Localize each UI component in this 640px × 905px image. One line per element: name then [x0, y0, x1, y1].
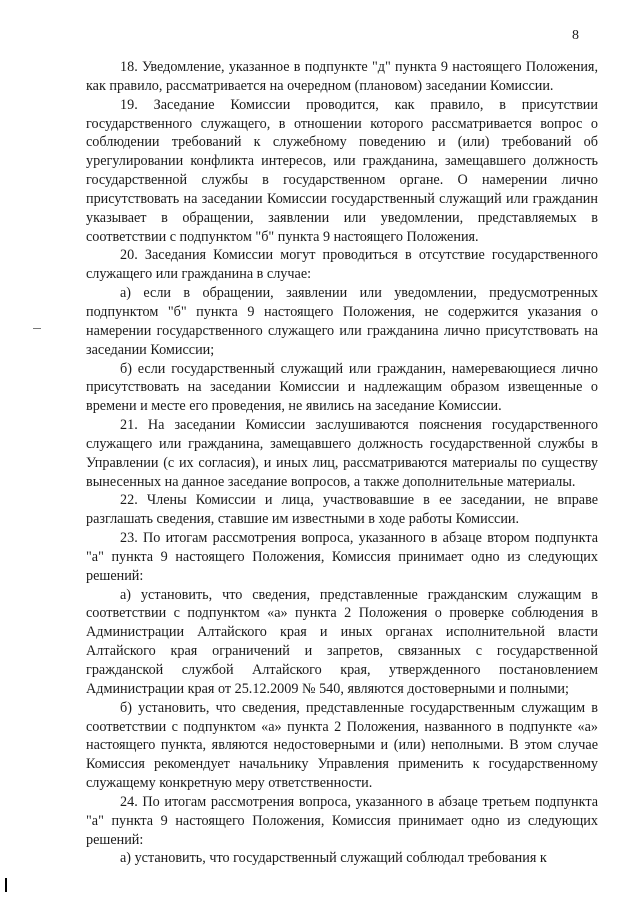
- paragraph-23-a: а) установить, что сведения, представленные гражданским служащим в соответствии с подпунктом «а» пункта 2 Положения о проверке соблюдения в Администрации Алтайского края и иных органах исполнительной власти Алтайского края ограничений и запретов, связанных с государственной гражданской службой Алтайского края, утвержденного постановлением Администрации края от 25.12.2009 № 540, являются достоверными и полными;: [86, 586, 598, 697]
- paragraph-22: 22. Члены Комиссии и лица, участвовавшие в ее заседании, не вправе разглашать сведения, ставшие им известными в ходе работы Комиссии.: [86, 492, 598, 528]
- paragraph-21: 21. На заседании Комиссии заслушиваются пояснения государственного служащего или гражданина, замещавшего должность государственной службы в Управлении (с их согласия), и иных лиц, рассматриваются материалы по существу вынесенных на данное заседание вопросов, а также дополнительные материалы.: [86, 417, 598, 490]
- document-body: [86, 58, 598, 868]
- paragraph-20: 20. Заседания Комиссии могут проводиться в отсутствие государственного служащего или гражданина в случае:: [86, 247, 598, 283]
- margin-mark: [33, 328, 41, 329]
- paragraph-23: 23. По итогам рассмотрения вопроса, указанного в абзаце втором подпункта "а" пункта 9 настоящего Положения, Комиссия принимает одно из следующих решений:: [86, 530, 598, 584]
- paragraph-24: 24. По итогам рассмотрения вопроса, указанного в абзаце третьем подпункта "а" пункта 9 настоящего Положения, Комиссия принимает одно из следующих решений:: [86, 793, 598, 848]
- paragraph-23-b: б) установить, что сведения, представленные государственным служащим в соответствии с подпунктом «а» пункта 2 Положения, названного в подпункте «а» настоящего пункта, являются недостоверными и (или) неполными. В этом случае Комиссия рекомендует начальнику Управления применить к государственному служащему конкретную меру ответственности.: [86, 699, 598, 792]
- paragraph-24-a: а) установить, что государственный служащий соблюдал требования к: [120, 850, 547, 867]
- paragraph-18: 18. Уведомление, указанное в подпункте "д" пункта 9 настоящего Положения, как правило, рассматривается на очередном (плановом) заседании Комиссии.: [86, 59, 598, 94]
- paragraph-20-b: б) если государственный служащий или гражданин, намеревающиеся лично присутствовать на заседании Комиссии и надлежащим образом извещенные о времени и месте его проведения, не явились на заседание Комиссии.: [86, 360, 598, 415]
- corner-mark: [5, 878, 7, 892]
- page-number: 8: [572, 28, 579, 43]
- paragraph-20-a: а) если в обращении, заявлении или уведомлении, предусмотренных подпунктом "б" пункта 9 настоящего Положения, не содержится указания о намерении государственного служащего или гражданина лично присутствовать на заседании Комиссии;: [86, 285, 598, 358]
- paragraph-19: 19. Заседание Комиссии проводится, как правило, в присутствии государственного служащего, в отношении которого рассматривается вопрос о соблюдении требований к служебному поведению и (или) требований об урегулировании конфликта интересов, или гражданина, замещавшего должность государственной службы в государственном органе. О намерении лично присутствовать на заседании Комиссии государственный служащий или гражданин указывает в обращении, заявлении или уведомлении, представляемых в соответствии с подпунктом "б" пункта 9 настоящего Положения.: [86, 96, 598, 245]
